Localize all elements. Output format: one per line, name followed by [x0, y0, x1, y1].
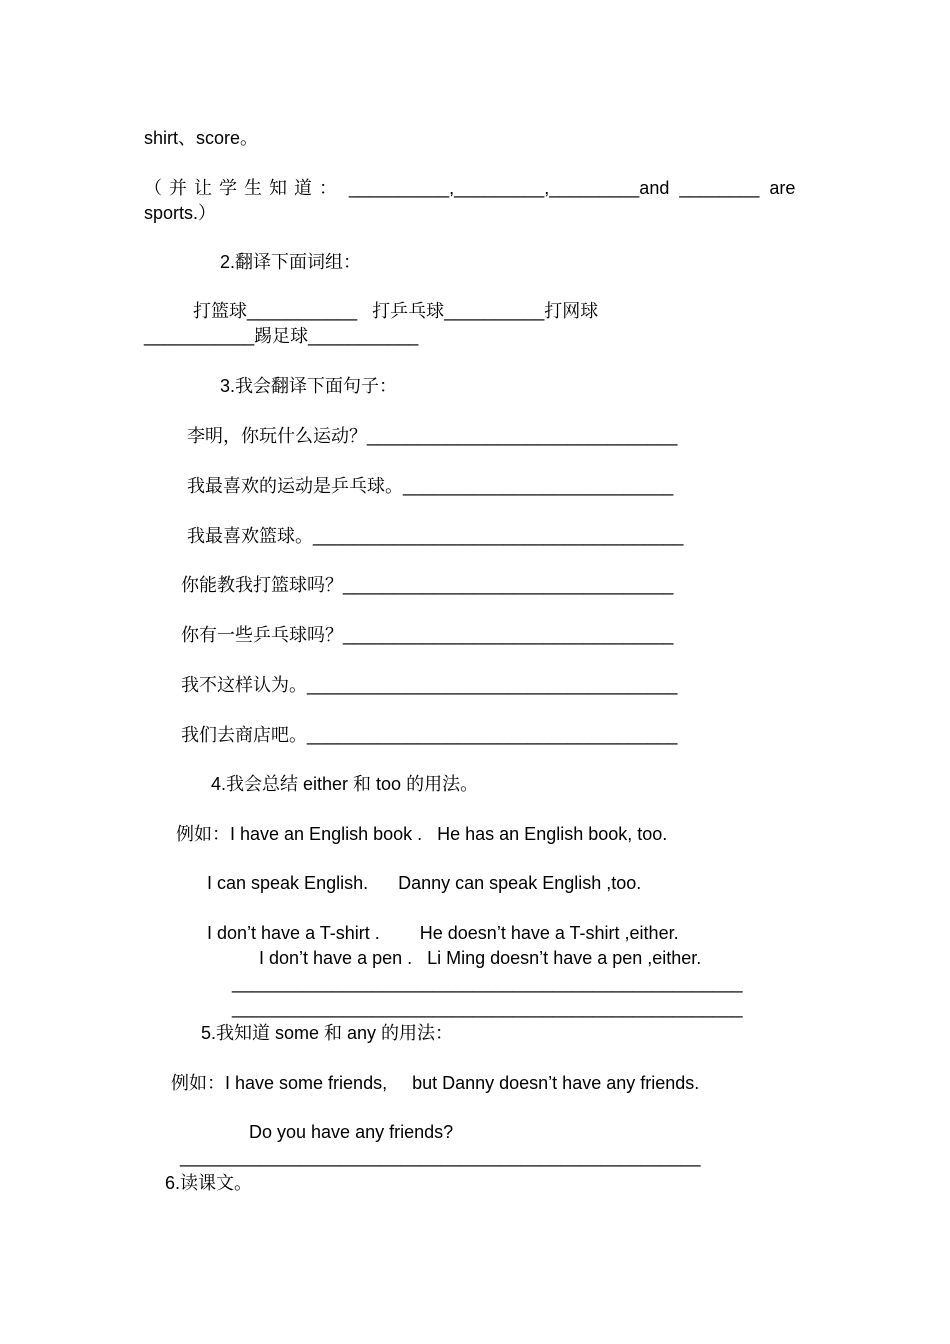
section-3-sentence-7: 我们去商店吧。_____________________________________	[181, 725, 678, 745]
section-2-phrases-line2: ___________踢足球___________	[144, 326, 419, 346]
section-3-sentence-6: 我不这样认为。_____________________________________	[181, 675, 678, 695]
section-5-title: 5.我知道 some 和 any 的用法：	[201, 1023, 454, 1043]
section-3-sentence-5: 你有一些乒乓球吗？_________________________________	[181, 625, 674, 645]
section-3-sentence-1: 李明，你玩什么运动？_______________________________	[187, 426, 678, 446]
line-sports: sports.）	[144, 203, 217, 223]
section-4-example-2: I can speak English. Danny can speak English ,too.	[207, 873, 642, 893]
section-6-title: 6.读课文。	[165, 1173, 253, 1193]
section-3-sentence-3: 我最喜欢篮球。_____________________________________	[187, 526, 684, 546]
section-3-sentence-4: 你能教我打篮球吗？_________________________________	[181, 575, 674, 595]
section-4-example-3: I don’t have a T-shirt . He doesn’t have a T-shirt ,either.	[207, 923, 679, 943]
section-4-blank-2: ___________________________________________________	[232, 998, 743, 1018]
section-2-phrases-line1: 打篮球___________ 打乒乓球__________打网球	[193, 301, 599, 321]
section-4-blank-1: ___________________________________________________	[232, 973, 743, 993]
section-2-title: 2.翻译下面词组：	[220, 252, 362, 272]
section-5-example-2: Do you have any friends?	[249, 1122, 454, 1142]
section-3-title: 3.我会翻译下面句子：	[220, 376, 398, 396]
section-3-sentence-2: 我最喜欢的运动是乒乓球。___________________________	[187, 476, 674, 496]
section-4-title: 4.我会总结 either 和 too 的用法。	[211, 774, 479, 794]
section-4-example-4: I don’t have a pen . Li Ming doesn’t have a pen ,either.	[259, 948, 702, 968]
instruction-prefix: （并让学生知道：	[144, 178, 344, 198]
section-5-example-1: 例如：I have some friends, but Danny doesn’t have any friends.	[171, 1073, 700, 1093]
instruction-line	[144, 177, 795, 199]
sports-blanks: __________,_________,_________and ________ are	[344, 178, 796, 198]
section-5-blank: ____________________________________________________	[180, 1147, 701, 1167]
line-shirt-score: shirt、score。	[144, 128, 259, 148]
section-4-example-1: 例如：I have an English book . He has an English book, too.	[176, 824, 668, 844]
